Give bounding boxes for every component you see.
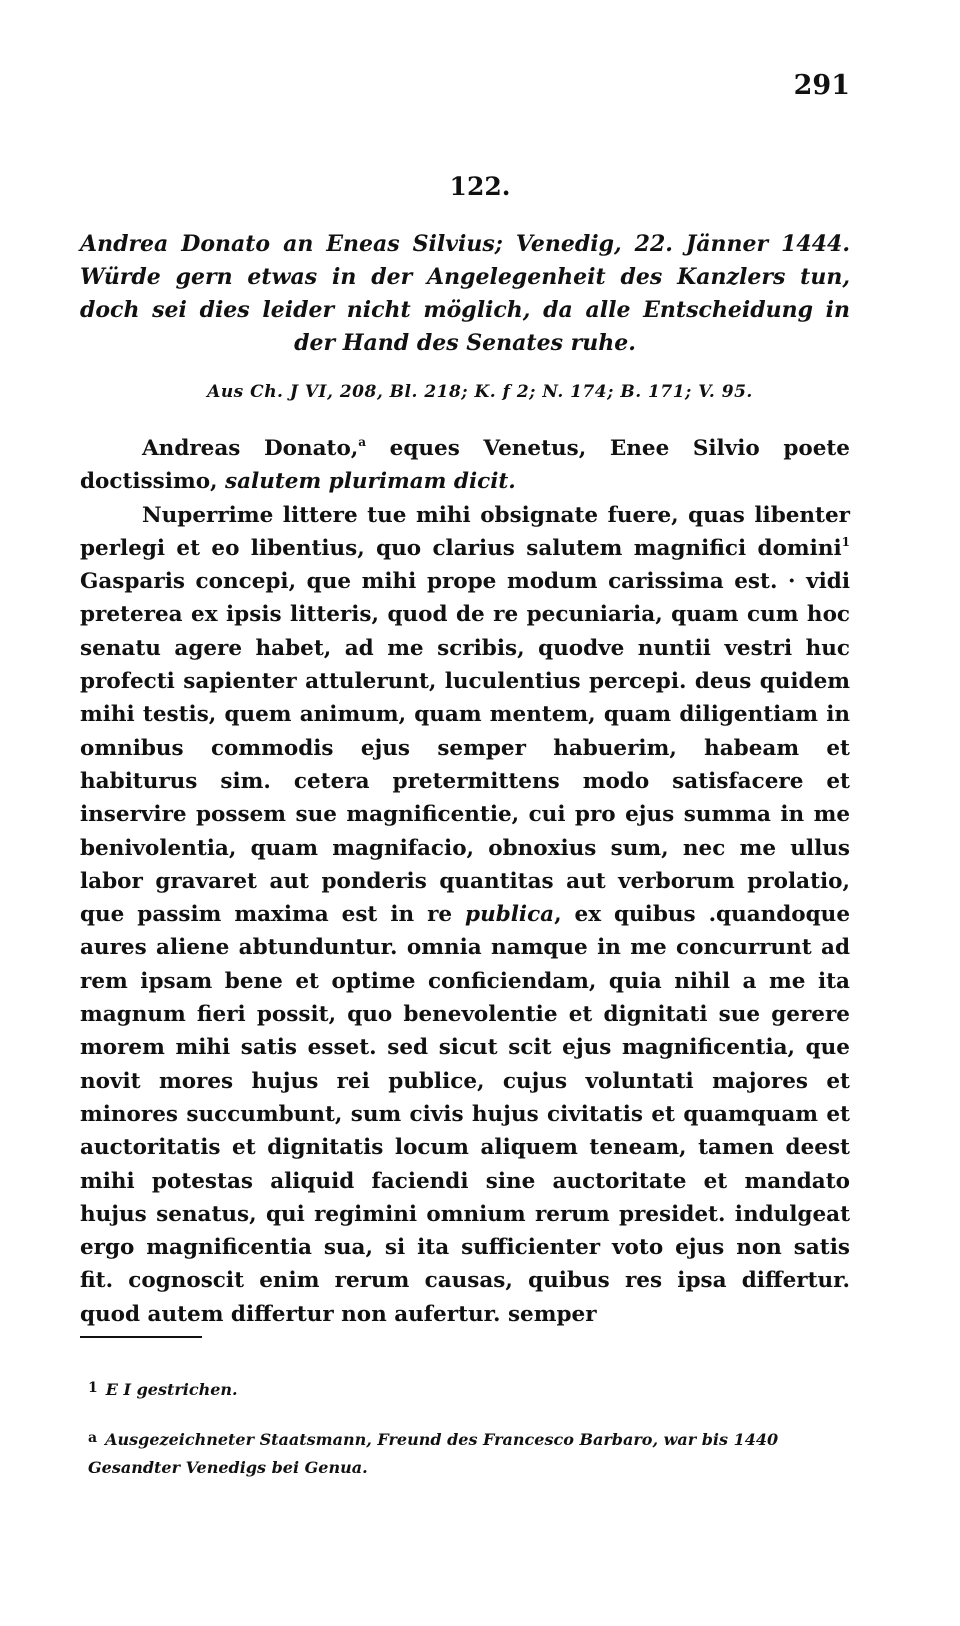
footnote-ref-1: 1 (841, 534, 850, 549)
footnote-a-text: Ausgezeichneter Staatsmann, Freund des Francesco Barbaro, war bis 1440 Gesandter Venedigs bei Genua. (88, 1430, 779, 1477)
footnote-ref-a: a (358, 435, 367, 449)
letter-text-part1: Nuperrime littere tue mihi obsignate fuere, quas libenter perlegi et eo libentius, quo clarius salutem magnifici domini (80, 502, 850, 561)
letter-text-part3: , ex quibus .quandoque aures aliene abtunduntur. omnia namque in me concurrunt ad rem ipsam bene et optime conficiendam, quia nihil a me ita magnum fieri possit, quo benevolentie et dignitati sue gerere morem mihi satis esset. sed sicut scit ejus magnificentia, que novit mores hujus rei publice, cujus voluntati majores et minores succumbunt, sum civis hujus civitatis et quamquam et auctoritatis et dignitatis locum aliquem teneam, tamen deest mihi potestas aliquid faciendi sine auctoritate et mandato hujus senatus, qui regimini omnium rerum presidet. indulgeat ergo magnificentia sua, si ita sufficienter voto ejus non satis fit. cognoscit enim rerum causas, quibus res ipsa differtur. quod autem differtur non aufertur. semper (80, 902, 850, 1327)
letter-text-part2: Gasparis concepi, que mihi prope modum carissima est. · vidi preterea ex ipsis litteris, quod de re pecuniaria, quam cum hoc senatu agere habet, ad me scribis, quodve nuntii vestri huc profecti sapienter attulerunt, luculentius percepi. deus quidem mihi testis, quem animum, quam mentem, quam diligentiam in omnibus commodis ejus semper habuerim, habeam et habiturus sim. cetera pretermittens modo satisfacere et inservire possem sue magnificentie, cui pro ejus summa in me benivolentia, quam magnifacio, obnoxius sum, nec me ullus labor gravaret aut ponderis quantitas aut verborum prolatio, que passim maxima est in re (80, 569, 850, 928)
footnote-a (88, 1424, 850, 1482)
document-number: 122. (449, 172, 511, 201)
salutation-greeting: salutem plurimam dicit. (225, 469, 516, 495)
footnote-a-mark: a (88, 1430, 98, 1446)
salutation-sender: Andreas Donato, (142, 436, 359, 461)
page-number: 291 (793, 70, 850, 101)
footnote-1-mark: 1 (88, 1380, 98, 1396)
salutation-text: eques Venetus, Enee Silvio poete doctissimo, (80, 436, 850, 495)
footnote-separator (80, 1336, 202, 1338)
regest-summary: Andrea Donato an Eneas Silvius; Venedig, 22. Jänner 1444. Würde gern etwas in der Angelegenheit des Kanzlers tun, doch sei dies leider nicht möglich, da alle Entscheidung in der Hand des Senates ruhe. (80, 231, 850, 356)
footnote-1 (88, 1380, 238, 1399)
footnote-1-text: E I gestrichen. (105, 1380, 238, 1399)
source-citation: Aus Ch. J VI, 208, Bl. 218; K. f 2; N. 174; B. 171; V. 95. (207, 382, 753, 402)
salutation-paragraph (80, 432, 850, 499)
letter-paragraph (80, 499, 850, 1331)
letter-italic-word: publica (465, 902, 555, 928)
letter-body (80, 432, 850, 1331)
